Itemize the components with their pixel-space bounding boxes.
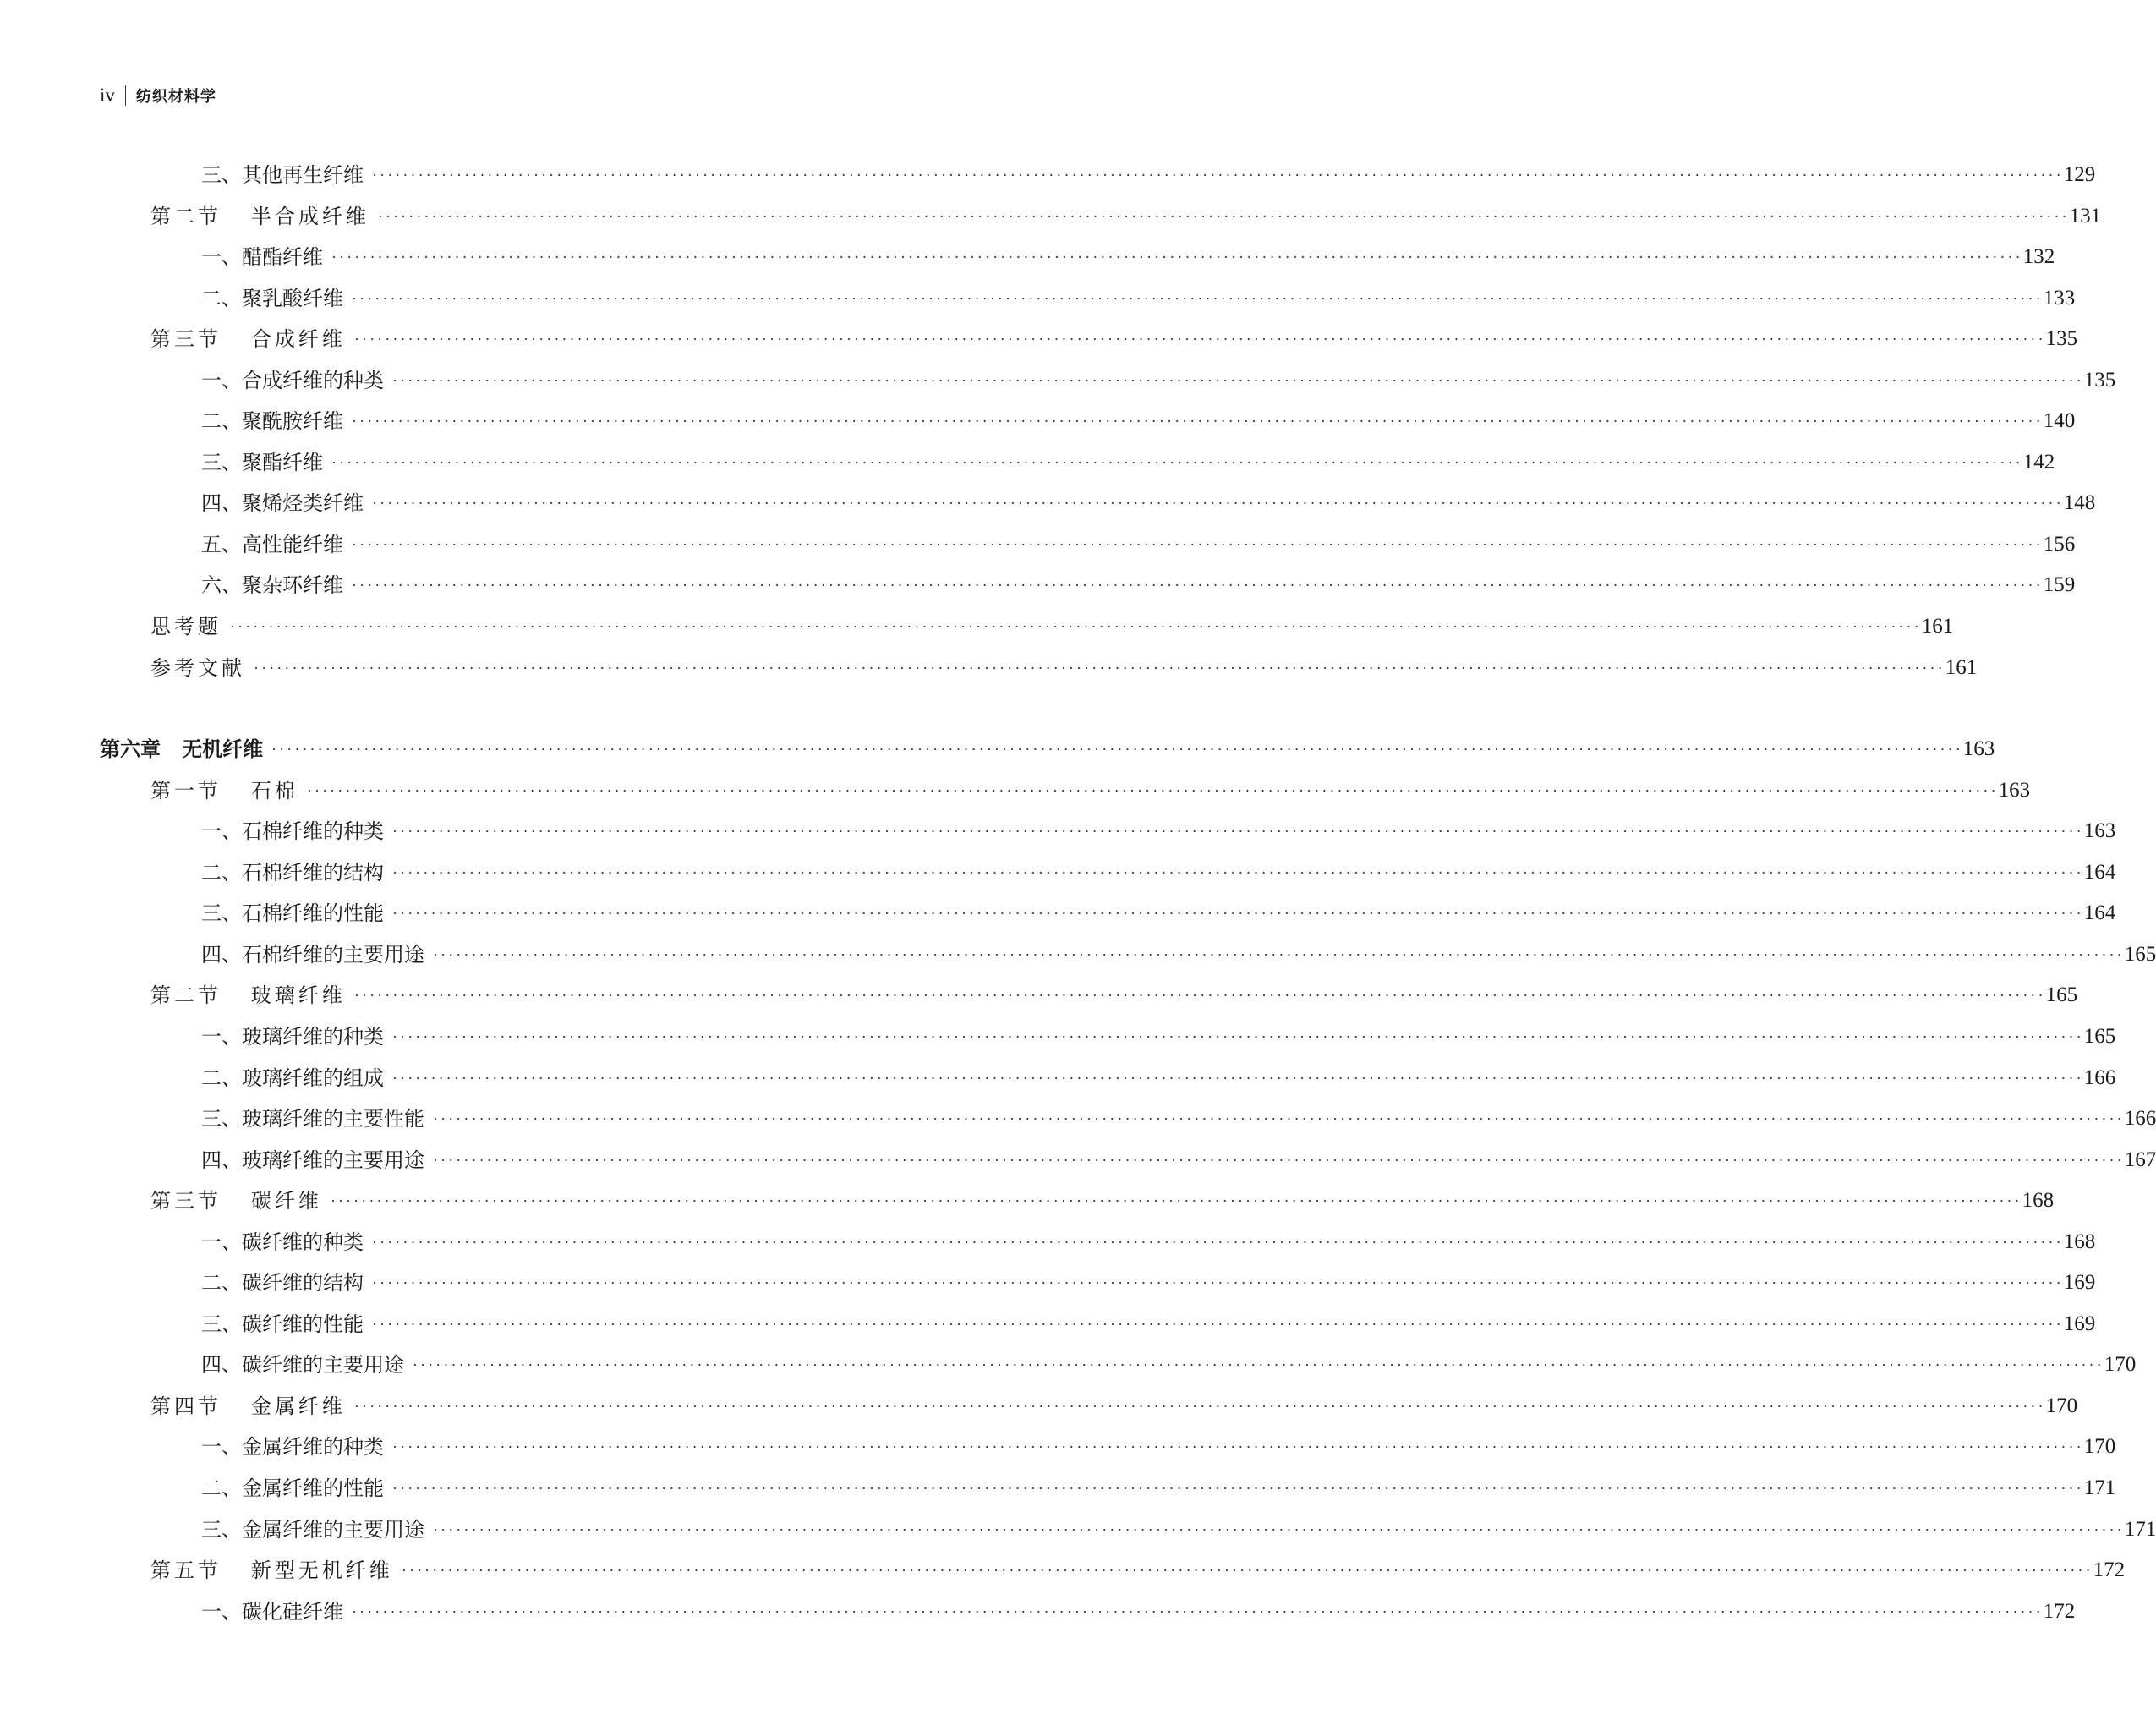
toc-entry-title: 第六章 无机纤维: [100, 737, 264, 761]
toc-entry-page: 161: [1921, 615, 1954, 638]
toc-entry-item[interactable]: [201, 1060, 2116, 1097]
toc-entry-item[interactable]: [201, 1264, 2096, 1301]
toc-entry-title: 二、石棉纤维的结构: [201, 861, 384, 885]
toc-entry-title: 三、聚酯纤维: [201, 451, 323, 474]
toc-entry-page: 169: [2063, 1271, 2096, 1294]
dot-leader: ····························································································································································································································: [433, 1110, 2125, 1127]
toc-entry-title: 三、碳纤维的性能: [201, 1312, 364, 1336]
toc-entry-section[interactable]: [150, 977, 2078, 1014]
toc-entry-page: 167: [2124, 1148, 2156, 1171]
toc-entry-page: 168: [2063, 1230, 2096, 1253]
toc-entry-title: 第四节 金属纤维: [150, 1394, 346, 1418]
toc-entry-page: 161: [1945, 656, 1978, 679]
toc-entry-title: 参考文献: [150, 656, 245, 680]
toc-entry-page: 163: [2083, 819, 2116, 842]
toc-entry-title: 二、聚酰胺纤维: [201, 409, 343, 433]
dot-leader: ····························································································································································································································: [330, 1192, 2022, 1209]
toc-entry-page: 140: [2043, 409, 2076, 432]
toc-entry-item[interactable]: [201, 1470, 2116, 1507]
toc-entry-page: 132: [2022, 245, 2055, 268]
toc-entry-section[interactable]: [150, 1388, 2078, 1425]
toc-entry-title: 三、石棉纤维的性能: [201, 901, 384, 925]
toc-entry-title: 第三节 碳纤维: [150, 1189, 322, 1213]
toc-entry-section[interactable]: [150, 1552, 2126, 1589]
toc-entry-page: 165: [2083, 1025, 2116, 1048]
toc-entry-item[interactable]: [201, 936, 2156, 973]
toc-entry-page: 164: [2083, 901, 2116, 924]
dot-leader: ····························································································································································································································: [352, 290, 2044, 307]
toc-entry-item[interactable]: [201, 1346, 2137, 1383]
toc-entry-page: 166: [2083, 1066, 2116, 1089]
toc-entry-title: 一、玻璃纤维的种类: [201, 1025, 384, 1049]
toc-entry-title: 第二节 玻璃纤维: [150, 983, 346, 1007]
dot-leader: ····························································································································································································································: [372, 1234, 2064, 1251]
toc-entry-item[interactable]: [201, 1428, 2116, 1465]
toc-entry-page: 133: [2043, 287, 2076, 309]
dot-leader: ····························································································································································································································: [352, 1603, 2044, 1620]
toc-entry-page: 164: [2083, 861, 2116, 884]
toc-entry-item[interactable]: [201, 1511, 2156, 1548]
toc-entry-title: 四、玻璃纤维的主要用途: [201, 1148, 424, 1172]
dot-leader: ····························································································································································································································: [352, 413, 2044, 430]
toc-entry-page: 166: [2124, 1107, 2156, 1130]
toc-entry-page: 169: [2063, 1312, 2096, 1335]
toc-entry-chapter[interactable]: [100, 731, 1995, 768]
dot-leader: ····························································································································································································································: [353, 1398, 2046, 1415]
toc-entry-item[interactable]: [201, 1593, 2076, 1630]
dot-leader: ····························································································································································································································: [401, 1562, 2093, 1579]
toc-entry-item[interactable]: [201, 403, 2076, 440]
dot-leader: ····························································································································································································································: [377, 208, 2070, 225]
toc-entry-section[interactable]: [150, 320, 2078, 358]
dot-leader: ····························································································································································································································: [372, 1274, 2064, 1291]
toc-entry-section[interactable]: [150, 772, 2031, 809]
dot-leader: ····························································································································································································································: [433, 1152, 2125, 1169]
toc-entry-item[interactable]: [201, 1018, 2116, 1055]
toc-entry-title: 第三节 合成纤维: [150, 327, 346, 351]
dot-leader: ····························································································································································································································: [433, 946, 2125, 963]
dot-leader: ····························································································································································································································: [331, 249, 2023, 266]
toc-entry-title: 四、碳纤维的主要用途: [201, 1353, 404, 1377]
toc-entry-item[interactable]: [201, 485, 2096, 522]
toc-entry-title: 三、玻璃纤维的主要性能: [201, 1107, 424, 1131]
toc-entry-title: 四、聚烯烃类纤维: [201, 491, 364, 515]
toc-entry-page: 172: [2043, 1600, 2076, 1623]
dot-leader: ····························································································································································································································: [392, 823, 2084, 840]
toc-entry-item[interactable]: [201, 854, 2116, 891]
dot-leader: ····························································································································································································································: [254, 660, 1945, 677]
dot-leader: ····························································································································································································································: [413, 1356, 2104, 1373]
toc-entry-page: 170: [2083, 1435, 2116, 1458]
toc-entry-title: 三、金属纤维的主要用途: [201, 1518, 424, 1542]
toc-entry-page: 170: [2045, 1394, 2078, 1417]
toc-entry-page: 171: [2124, 1518, 2156, 1541]
dot-leader: ····························································································································································································································: [352, 536, 2044, 553]
toc-entry-section[interactable]: [150, 1182, 2055, 1219]
toc-entry-title: 一、碳纤维的种类: [201, 1230, 364, 1254]
dot-leader: ····························································································································································································································: [353, 987, 2046, 1004]
toc-entry-section[interactable]: [150, 198, 2102, 235]
dot-leader: ····························································································································································································································: [331, 454, 2023, 471]
toc-entry-page: 131: [2069, 205, 2102, 227]
dot-leader: ····························································································································································································································: [392, 1480, 2084, 1497]
dot-leader: ····························································································································································································································: [306, 782, 1999, 799]
toc-entry-title: 一、合成纤维的种类: [201, 369, 384, 392]
toc-entry-page: 148: [2063, 491, 2096, 514]
toc-entry-title: 一、金属纤维的种类: [201, 1435, 384, 1459]
toc-entry-title: 三、其他再生纤维: [201, 163, 364, 187]
page-number: iv: [100, 85, 115, 106]
toc-entry-title: 一、石棉纤维的种类: [201, 819, 384, 843]
toc-entry-page: 163: [1998, 779, 2031, 802]
dot-leader: ····························································································································································································································: [433, 1521, 2125, 1538]
dot-leader: ····························································································································································································································: [353, 331, 2046, 348]
dot-leader: ····························································································································································································································: [372, 167, 2064, 184]
toc-entry-item[interactable]: [201, 526, 2076, 563]
toc-entry-page: 168: [2022, 1189, 2055, 1212]
dot-leader: ····························································································································································································································: [230, 618, 1922, 635]
toc-entry-section[interactable]: [150, 608, 1954, 645]
dot-leader: ····························································································································································································································: [392, 1028, 2084, 1045]
toc-entry-title: 五、高性能纤维: [201, 533, 343, 556]
toc-entry-page: 135: [2083, 369, 2116, 392]
toc-entry-item[interactable]: [201, 895, 2116, 932]
toc-entry-title: 第二节 半合成纤维: [150, 205, 369, 228]
dot-leader: ····························································································································································································································: [392, 864, 2084, 881]
toc-entry-page: 135: [2045, 327, 2078, 350]
dot-leader: ····························································································································································································································: [392, 372, 2084, 389]
toc-entry-page: 129: [2063, 163, 2096, 186]
running-header: [100, 85, 216, 107]
dot-leader: ····························································································································································································································: [392, 1070, 2084, 1087]
toc-entry-page: 142: [2022, 451, 2055, 474]
toc-entry-title: 一、碳化硅纤维: [201, 1600, 343, 1624]
toc-entry-page: 170: [2104, 1353, 2137, 1376]
toc-entry-item[interactable]: [201, 1142, 2156, 1179]
toc-entry-page: 165: [2045, 983, 2078, 1006]
dot-leader: ····························································································································································································································: [372, 1316, 2064, 1333]
dot-leader: ····························································································································································································································: [392, 1438, 2084, 1455]
toc-entry-title: 一、醋酯纤维: [201, 245, 323, 269]
toc-entry-item[interactable]: [201, 444, 2055, 481]
toc-entry-item[interactable]: [201, 813, 2116, 850]
dot-leader: ····························································································································································································································: [271, 741, 1963, 758]
toc-entry-page: 172: [2093, 1558, 2126, 1581]
toc-entry-title: 二、玻璃纤维的组成: [201, 1066, 384, 1090]
toc-entry-item[interactable]: [201, 1224, 2096, 1261]
toc-entry-title: 二、金属纤维的性能: [201, 1476, 384, 1500]
header-divider: [125, 85, 126, 106]
toc-entry-item[interactable]: [201, 1100, 2156, 1137]
toc-entry-item[interactable]: [201, 362, 2116, 399]
toc-entry-page: 163: [1962, 737, 1995, 760]
toc-entry-title: 第一节 石棉: [150, 779, 298, 803]
toc-entry-title: 四、石棉纤维的主要用途: [201, 943, 424, 967]
dot-leader: ····························································································································································································································: [372, 495, 2064, 512]
toc-entry-title: 思考题: [150, 615, 222, 638]
toc-entry-title: 第五节 新型无机纤维: [150, 1558, 393, 1582]
toc-entry-item[interactable]: [201, 238, 2055, 276]
toc-entry-item[interactable]: [201, 567, 2076, 604]
dot-leader: ····························································································································································································································: [352, 577, 2044, 594]
toc-entry-item[interactable]: [201, 280, 2076, 317]
book-title: 纺织材料学: [135, 88, 216, 106]
toc-entry-page: 156: [2043, 533, 2076, 556]
toc-entry-title: 二、聚乳酸纤维: [201, 287, 343, 310]
toc-entry-item[interactable]: [201, 1306, 2096, 1343]
toc-entry-title: 二、碳纤维的结构: [201, 1271, 364, 1295]
toc-entry-page: 165: [2124, 943, 2156, 966]
toc-entry-title: 六、聚杂环纤维: [201, 573, 343, 597]
toc-entry-section[interactable]: [150, 649, 1978, 687]
toc-entry-page: 159: [2043, 573, 2076, 596]
toc-entry-item[interactable]: [201, 156, 2096, 194]
toc-entry-page: 171: [2083, 1476, 2116, 1499]
dot-leader: ····························································································································································································································: [392, 905, 2084, 922]
